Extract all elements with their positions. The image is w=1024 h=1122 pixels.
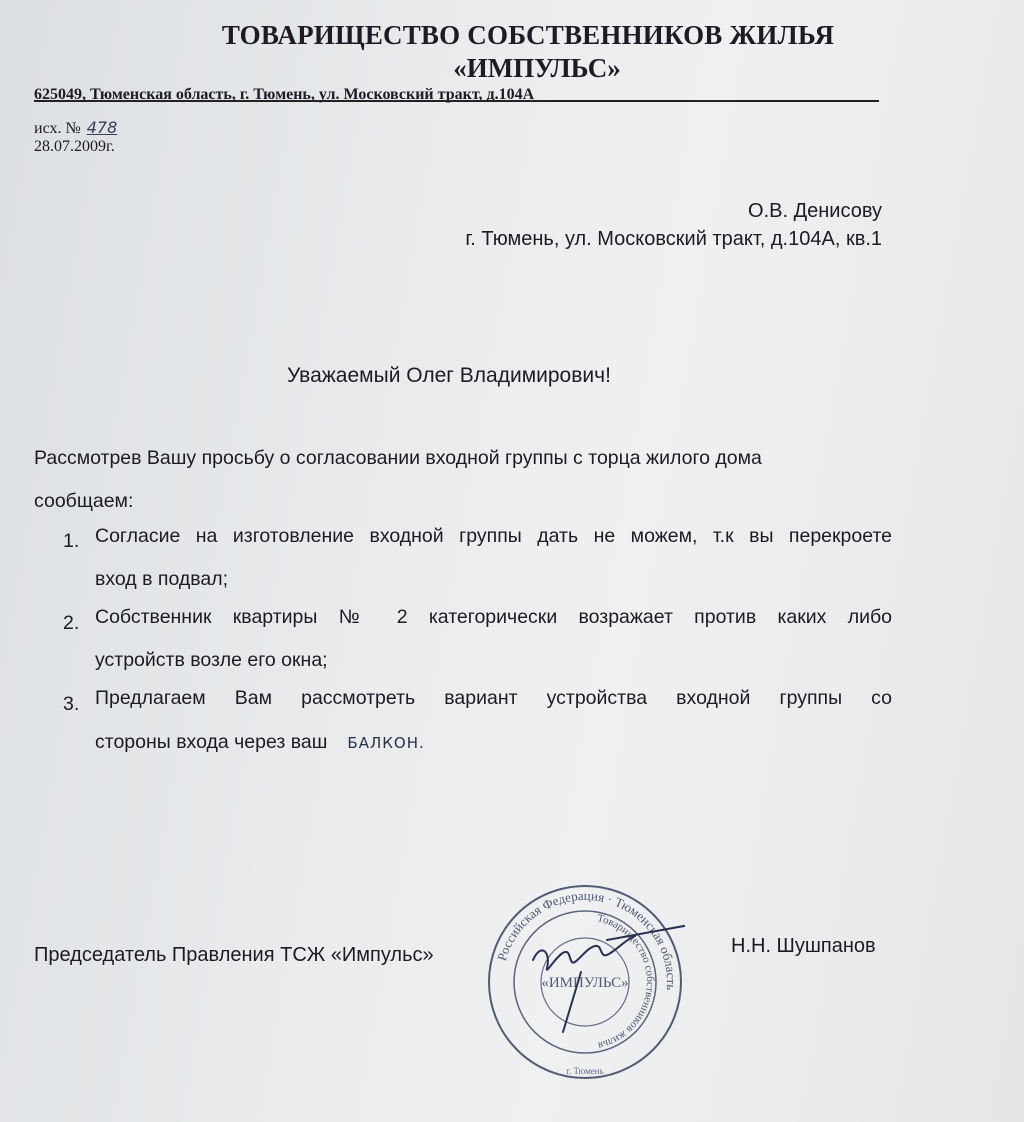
seal-inner-text: Товарищество собственников жилья	[595, 912, 657, 1052]
recipient-name: О.В. Денисову	[748, 200, 882, 222]
letter-date: 28.07.2009г.	[34, 138, 115, 155]
list-item-text: Собственник квартиры № 2 категорически возражает против каких либо	[95, 606, 892, 628]
list-item-number: 1.	[63, 530, 80, 552]
organization-address: 625049, Тюменская область, г. Тюмень, ул. Московский тракт, д.104А	[34, 86, 535, 103]
seal-center-text: «ИМПУЛЬС»	[541, 975, 629, 991]
intro-line: Рассмотрев Вашу просьбу о согласовании входной группы с торца жилого дома	[34, 447, 762, 469]
list-item-text: Согласие на изготовление входной группы дать не можем, т.к вы перекроете	[95, 525, 892, 547]
list-item-text: устройств возле его окна;	[95, 649, 328, 671]
letterhead-divider	[34, 100, 879, 102]
list-item-text-printed: стороны входа через ваш	[95, 731, 328, 753]
recipient-address: г. Тюмень, ул. Московский тракт, д.104А, кв.1	[465, 228, 882, 250]
list-item-text: Предлагаем Вам рассмотреть вариант устройства входной группы со	[95, 687, 892, 709]
signatory-name: Н.Н. Шушпанов	[731, 935, 876, 957]
signatory-position: Председатель Правления ТСЖ «Импульс»	[34, 944, 434, 966]
intro-line: сообщаем:	[34, 490, 134, 512]
list-item-number: 3.	[63, 693, 80, 715]
list-item-text	[95, 731, 892, 754]
handwritten-word: БАЛКОН.	[347, 734, 425, 752]
organization-name: ТОВАРИЩЕСТВО СОБСТВЕННИКОВ ЖИЛЬЯ	[221, 20, 835, 50]
outgoing-number-label: исх. №	[34, 120, 81, 137]
list-item-text: вход в подвал;	[95, 568, 229, 590]
organization-seal	[485, 882, 685, 1082]
greeting: Уважаемый Олег Владимирович!	[287, 364, 611, 387]
outgoing-number-value: 478	[86, 118, 118, 137]
organization-brand: «ИМПУЛЬС»	[453, 53, 621, 83]
outgoing-number	[34, 118, 117, 138]
seal-outer-text: Российская Федерация · Тюменская область	[493, 887, 680, 991]
list-item-number: 2.	[63, 612, 80, 634]
seal-bottom-text: г. Тюмень	[566, 1066, 604, 1076]
